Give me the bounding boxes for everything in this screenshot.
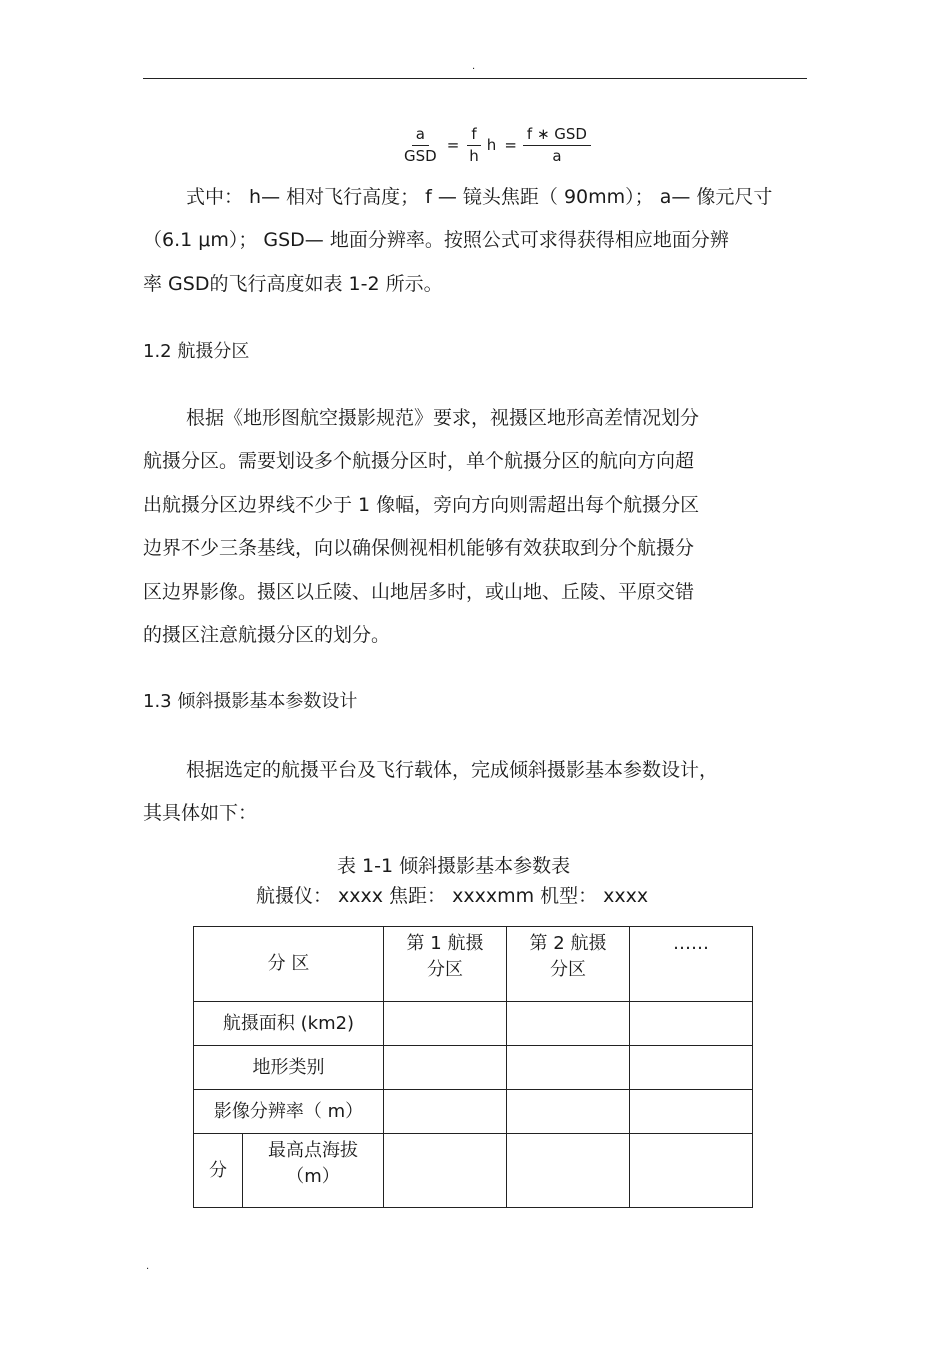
row-group-label: 分: [209, 1159, 227, 1181]
section-heading-1-3: 1.3 倾斜摄影基本参数设计: [143, 691, 358, 712]
row-label-cell: [243, 1134, 384, 1208]
table-subcaption: 航摄仪： xxxx 焦距： xxxxmm 机型： xxxx: [256, 885, 649, 907]
table-cell: [384, 1046, 507, 1090]
table-row: [194, 1090, 753, 1134]
table-cell: [507, 1002, 630, 1046]
gsd-formula: [400, 122, 591, 168]
footer-mark: .: [146, 1261, 150, 1272]
fraction-a-over-gsd: [400, 126, 441, 165]
explanation-line: 率 GSD的飞行高度如表 1-2 所示。: [143, 273, 443, 295]
table-cell: [507, 1046, 630, 1090]
table-cell: [507, 1090, 630, 1134]
more-ellipsis: ……: [673, 933, 709, 954]
fraction-denominator: GSD: [404, 146, 437, 165]
table-cell: [384, 1134, 507, 1208]
table-header-row: [194, 927, 753, 1002]
paragraph-line: 根据《地形图航空摄影规范》要求，视摄区地形高差情况划分: [186, 407, 700, 429]
row-label: 影像分辨率（ m）: [213, 1100, 364, 1122]
fraction-f-over-h: [465, 126, 483, 165]
row-label-cell: [194, 1002, 384, 1046]
fraction-denominator: a: [552, 146, 562, 165]
paragraph-line: 根据选定的航摄平台及飞行载体，完成倾斜摄影基本参数设计，: [186, 759, 719, 781]
header-zone2-cell: [507, 927, 630, 1002]
explanation-line: （6.1 μm）； GSD— 地面分辨率。按照公式可求得获得相应地面分辨: [143, 229, 729, 251]
header-zone1-cell: [384, 927, 507, 1002]
zone1-label-line1: 第 1 航摄: [406, 933, 484, 954]
paragraph-line: 边界不少三条基线，向以确保侧视相机能够有效获取到分个航摄分: [143, 537, 695, 559]
header-partition-cell: [194, 927, 384, 1002]
table-row: [194, 1046, 753, 1090]
zone2-label-line2: 分区: [550, 959, 586, 980]
paragraph-line: 其具体如下：: [143, 802, 258, 824]
row-label-line1: 最高点海拔: [268, 1140, 358, 1161]
table-caption: 表 1-1 倾斜摄影基本参数表: [337, 855, 571, 877]
table-row: [194, 1002, 753, 1046]
row-label-cell: [194, 1046, 384, 1090]
header-rule: [143, 78, 807, 79]
table-row: [194, 1134, 753, 1208]
equals-sign: =: [446, 136, 460, 154]
fraction-denominator: h: [469, 146, 479, 165]
paragraph-line: 的摄区注意航摄分区的划分。: [143, 624, 391, 646]
row-label: 航摄面积 (km2): [222, 1012, 355, 1034]
header-partition-label: 分 区: [267, 953, 310, 974]
table-cell: [384, 1002, 507, 1046]
oblique-params-table: [193, 926, 753, 1208]
row-label-line2: （m）: [286, 1166, 340, 1187]
header-more-cell: [630, 927, 753, 1002]
zone1-label-line2: 分区: [427, 959, 463, 980]
table-cell: [630, 1090, 753, 1134]
table-cell: [507, 1134, 630, 1208]
fraction-numerator: f ∗ GSD: [523, 126, 591, 146]
section-heading-1-2: 1.2 航摄分区: [143, 341, 250, 362]
paragraph-line: 出航摄分区边界线不少于 1 像幅，旁向方向则需超出每个航摄分区: [143, 494, 700, 516]
table-cell: [384, 1090, 507, 1134]
row-label-cell: [194, 1090, 384, 1134]
h-variable: h: [486, 136, 497, 154]
fraction-numerator: f: [467, 126, 480, 146]
table-cell: [630, 1002, 753, 1046]
table-cell: [630, 1046, 753, 1090]
equals-sign: =: [504, 136, 517, 154]
paragraph-line: 航摄分区。需要划设多个航摄分区时，单个航摄分区的航向方向超: [143, 450, 695, 472]
fraction-f-gsd-over-a: [523, 126, 591, 165]
header-mark: .: [472, 61, 476, 72]
row-group-cell: [194, 1134, 243, 1208]
paragraph-line: 区边界影像。摄区以丘陵、山地居多时，或山地、丘陵、平原交错: [143, 581, 695, 603]
zone2-label-line1: 第 2 航摄: [529, 933, 607, 954]
row-label: 地形类别: [252, 1056, 325, 1078]
fraction-numerator: a: [412, 126, 429, 146]
explanation-line: 式中： h— 相对飞行高度； f — 镜头焦距（ 90mm）； a— 像元尺寸: [186, 186, 773, 208]
table-cell: [630, 1134, 753, 1208]
